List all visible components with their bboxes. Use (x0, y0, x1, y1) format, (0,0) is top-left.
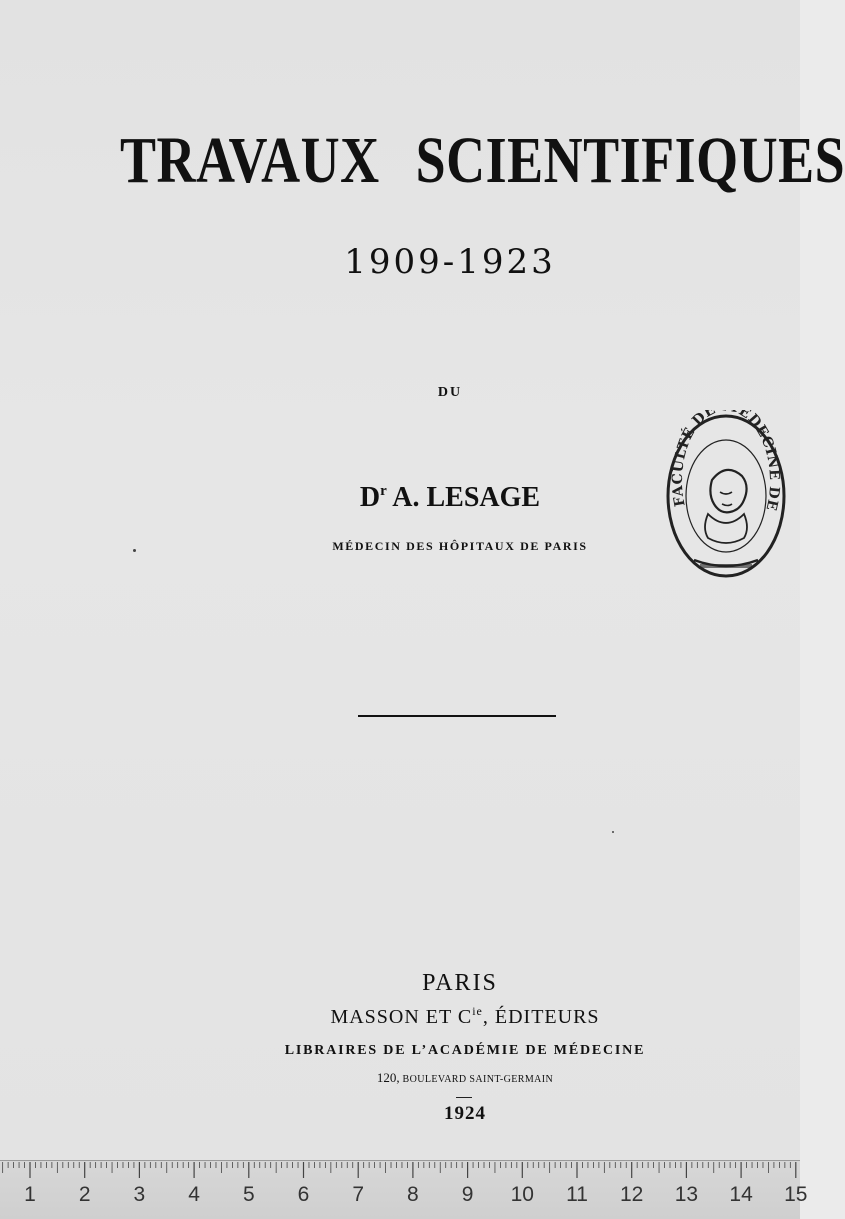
ruler-number: 8 (407, 1183, 419, 1206)
ruler-number: 12 (620, 1183, 644, 1206)
author-prefix: D (359, 482, 381, 513)
ruler-number: 14 (729, 1183, 753, 1206)
ruler-number: 3 (133, 1183, 146, 1206)
author-prefix-superscript: r (380, 483, 387, 499)
publication-city: PARIS (422, 970, 498, 996)
ruler-number: 11 (566, 1183, 588, 1206)
short-divider (456, 1097, 472, 1098)
ruler-number: 5 (242, 1183, 255, 1206)
divider-rule (358, 715, 556, 717)
ruler-number: 10 (510, 1183, 534, 1206)
stamp-text: FACULTÉ DE ÉDECINE DE (669, 410, 783, 513)
ruler-number: 15 (784, 1183, 808, 1206)
author-surname: A. LESAGE (386, 482, 541, 513)
publisher-name: MASSON ET C (330, 1006, 473, 1028)
ruler-number: 13 (674, 1183, 699, 1206)
address-street: BOULEVARD SAINT-GERMAIN (399, 1074, 554, 1085)
document-years: 1909-1923 (344, 242, 556, 282)
stamp-seal-icon (664, 410, 788, 580)
publisher-superscript: ie (472, 1004, 483, 1018)
ruler-number: 7 (352, 1183, 365, 1206)
bleed-through-ghost-text (0, 840, 800, 870)
measuring-ruler (0, 1160, 808, 1219)
library-stamp (664, 410, 788, 580)
speck (133, 549, 136, 552)
address-number: 120, (376, 1070, 400, 1085)
publisher-line (250, 1004, 680, 1029)
document-title: TRAVAUX SCIENTIFIQUES (120, 123, 845, 197)
libraires-line: LIBRAIRES DE L’ACADÉMIE DE MÉDECINE (284, 1043, 646, 1058)
ruler-number: 6 (297, 1183, 310, 1206)
ruler-number: 2 (78, 1183, 91, 1206)
bleed-through-ghost-text (0, 630, 800, 660)
ruler-number: 4 (188, 1183, 200, 1206)
publication-year: 1924 (444, 1103, 486, 1124)
ruler-number: 1 (24, 1183, 36, 1206)
author-name (300, 482, 600, 514)
svg-text:FACULTÉ DE MÉDECINE DE PARIS (664, 410, 782, 512)
speck (612, 831, 614, 833)
preposition-du: DU (437, 385, 463, 400)
author-position: MÉDECIN DES HÔPITAUX DE PARIS (332, 539, 588, 553)
publisher-role: , ÉDITEURS (482, 1006, 600, 1028)
ruler-number: 9 (461, 1183, 474, 1206)
publisher-address (300, 1070, 630, 1086)
